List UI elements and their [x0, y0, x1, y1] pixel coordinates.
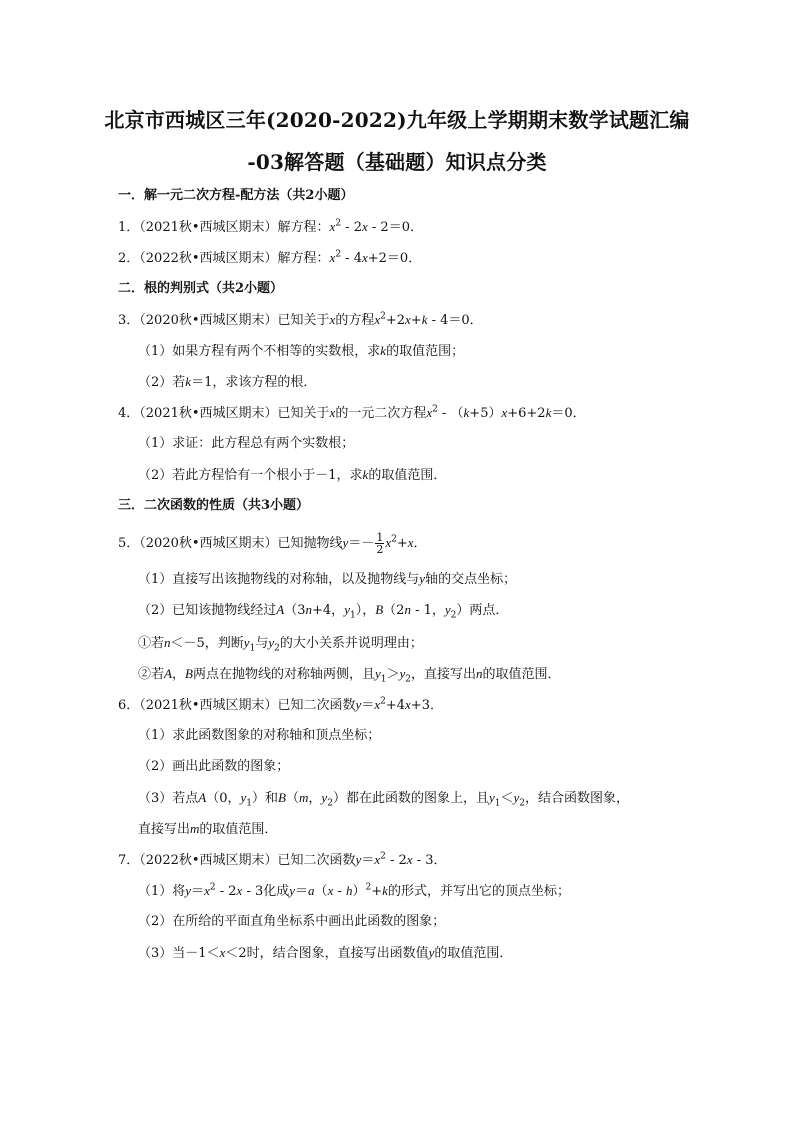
problem-part: （1）求证：此方程总有两个实数根； [138, 436, 355, 451]
problem-part: （1）求此函数图象的对称轴和顶点坐标； [138, 728, 381, 743]
problem-part: （1）如果方程有两个不相等的实数根，求k的取值范围； [138, 343, 465, 359]
problem-3: 3．（2020秋•西城区期末）已知关于x的方程$x^2+2x+k - 4=0$． [118, 311, 483, 328]
problem-7: 7．（2022秋•西城区期末）已知二次函数$y=x^2 - 2x - 3$． [118, 851, 447, 868]
problem-5: 5．（2020秋•西城区期末）已知抛物线y＝－ $\frac{1}{2}$ $x^2+x$． [118, 531, 427, 556]
problem-subpart: ②若A，B两点在抛物线的对称轴两侧，且$y_1>y_2$，直接写出n的取值范围． [138, 666, 561, 685]
problem-part: （3）若点A（0，$y_1$）和B（m，$y_2$）都在此函数的图象上，且$y_1<y_2$，结合函数图象， [138, 790, 630, 809]
problem-part: （1）将$y=x^2 - 2x - 3$化成y＝a（x - h）$^2$+k的形式，并写出它的顶点坐标； [138, 882, 570, 899]
problem-2: 2．（2022秋•西城区期末）解方程：$x^2 - 4x+2=0$． [118, 249, 422, 266]
problem-prefix: 1．（2021秋•西城区期末）解方程： [118, 220, 330, 235]
section-heading: 二．根的判别式（共2小题） [118, 281, 284, 296]
section-heading: 一．解一元二次方程-配方法（共2小题） [118, 188, 354, 203]
fraction: $\frac{1}{2}$ [376, 531, 384, 556]
section-heading: 三．二次函数的性质（共3小题） [118, 498, 310, 513]
problem-part: （3）当－1＜x＜2时，结合图象，直接写出函数值y的取值范围． [138, 945, 513, 961]
problem-part-continued: 直接写出m的取值范围． [138, 821, 278, 837]
problem-part: （2）若此方程恰有一个根小于－1，求k的取值范围． [138, 467, 447, 483]
problem-part: （2）已知该抛物线经过A（3n+4，$y_1$），B（2n - 1，$y_2$）两点． [138, 602, 509, 621]
problem-4: 4．（2021秋•西城区期末）已知关于x的一元二次方程$x^2 - (k+5)x+6+2k=0$． [118, 404, 586, 421]
problem-subpart: ①若n＜－5，判断$y_1$与$y_2$的大小关系并说明理由； [138, 635, 423, 654]
document-title-line1: 北京市西城区三年(2020-2022)九年级上学期期末数学试题汇编 [104, 108, 690, 132]
document-title-line2: -03解答题（基础题）知识点分类 [247, 150, 547, 174]
problem-part: （1）直接写出该抛物线的对称轴，以及抛物线与y轴的交点坐标； [138, 571, 517, 587]
problem-prefix: 2．（2022秋•西城区期末）解方程： [118, 251, 330, 266]
problem-1: 1．（2021秋•西城区期末）解方程：$x^2 - 2x - 2=0$． [118, 218, 423, 235]
problem-part: （2）画出此函数的图象； [138, 759, 290, 774]
problem-part: （2）若k＝1，求该方程的根． [138, 374, 317, 390]
problem-part: （2）在所给的平面直角坐标系中画出此函数的图象； [138, 914, 446, 929]
problem-6: 6．（2021秋•西城区期末）已知二次函数$y=x^2+4x+3$． [118, 696, 443, 713]
